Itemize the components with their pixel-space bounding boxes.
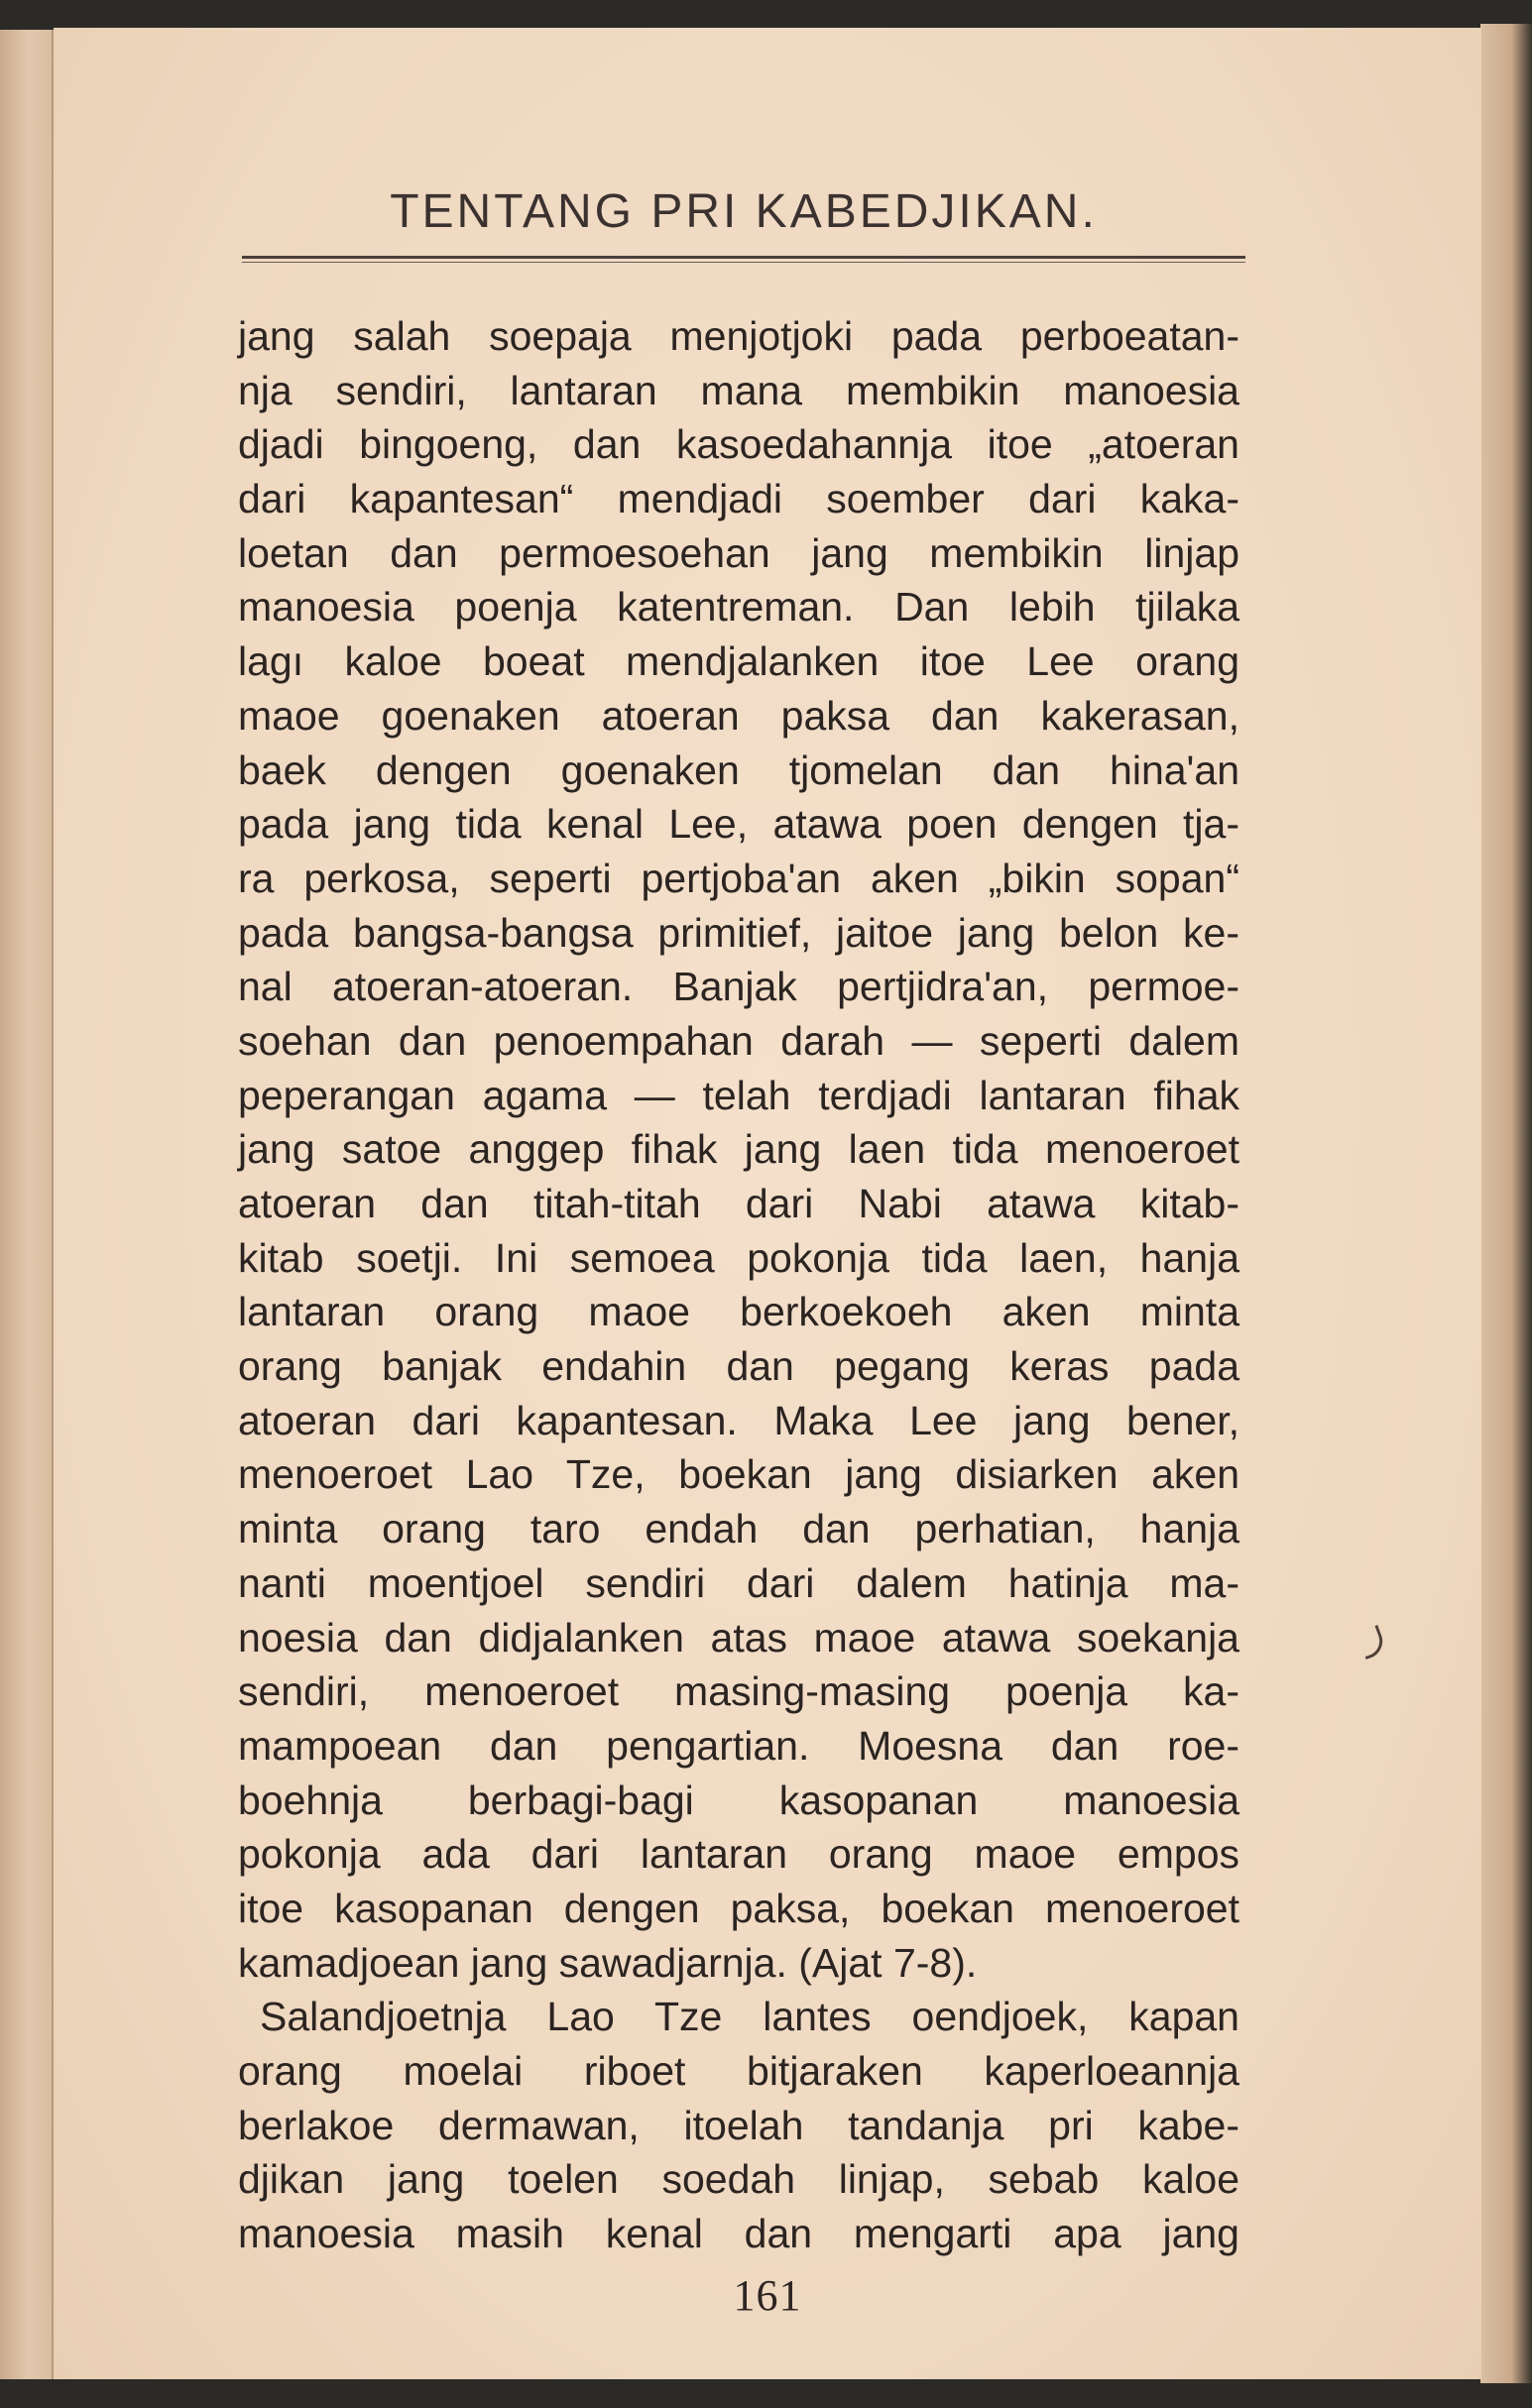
text-line: kitab soetji. Ini semoea pokonja tida laen, hanja — [238, 1234, 1239, 1281]
text-line: mampoean dan pengartian. Moesna dan roe- — [238, 1722, 1239, 1769]
text-line: loetan dan permoesoehan jang membikin linjap — [238, 529, 1239, 576]
text-line: lantaran orang maoe berkoekoeh aken minta — [238, 1289, 1239, 1335]
text-line: jang satoe anggep fihak jang laen tida menoeroet — [238, 1126, 1239, 1173]
page-sheet — [54, 28, 1481, 2379]
running-head-title: TENTANG PRI KABEDJIKAN. — [390, 185, 1098, 238]
text-line: minta orang taro endah dan perhatian, hanja — [238, 1506, 1239, 1552]
text-line: noesia dan didjalanken atas maoe atawa soekanja — [238, 1614, 1239, 1661]
text-line: pada jang tida kenal Lee, atawa poen dengen tja- — [238, 801, 1239, 848]
text-line: berlakoe dermawan, itoelah tandanja pri kabe- — [238, 2102, 1239, 2148]
text-line: atoeran dari kapantesan. Maka Lee jang bener, — [238, 1397, 1239, 1443]
page-number: 161 — [733, 2271, 802, 2320]
text-line: djikan jang toelen soedah linjap, sebab kaloe — [238, 2156, 1239, 2203]
margin-pencil-mark — [1356, 1625, 1388, 1660]
text-line: orang moelai riboet bitjaraken kaperloeannja — [238, 2048, 1239, 2094]
header-rule — [242, 256, 1245, 259]
paragraph-end-line: kamadjoean jang sawadjarnja. (Ajat 7-8). — [238, 1939, 978, 1986]
text-line: manoesia masih kenal dan mengarti apa jang — [238, 2211, 1239, 2257]
text-line: pokonja ada dari lantaran orang maoe empos — [238, 1831, 1239, 1878]
text-line: ra perkosa, seperti pertjoba'an aken „bikin sopan“ — [238, 855, 1239, 901]
text-line: lagı kaloe boeat mendjalanken itoe Lee orang — [238, 638, 1239, 685]
text-line: dari kapantesan“ mendjadi soember dari kaka- — [238, 476, 1239, 522]
text-line: orang banjak endahin dan pegang keras pada — [238, 1343, 1239, 1390]
text-line: peperangan agama — telah terdjadi lantaran fihak — [238, 1072, 1239, 1118]
text-line: manoesia poenja katentreman. Dan lebih tjilaka — [238, 584, 1239, 631]
text-line: soehan dan penoempahan darah — seperti dalem — [238, 1017, 1239, 1064]
text-line: djadi bingoeng, dan kasoedahannja itoe „atoeran — [238, 421, 1239, 468]
text-line: baek dengen goenaken tjomelan dan hina'an — [238, 746, 1239, 793]
text-line: boehnja berbagi-bagi kasopanan manoesia — [238, 1777, 1239, 1823]
text-line: nal atoeran-atoeran. Banjak pertjidra'an, permoe- — [238, 964, 1239, 1010]
previous-page-edge — [0, 30, 54, 2379]
text-line: jang salah soepaja menjotjoki pada perboeatan- — [238, 313, 1239, 359]
text-line: sendiri, menoeroet masing-masing poenja ka- — [238, 1668, 1239, 1715]
header-rule-thin — [242, 262, 1245, 263]
running-head — [242, 176, 1245, 266]
text-line: nja sendiri, lantaran mana membikin manoesia — [238, 367, 1239, 413]
paragraph-start-line: Salandjoetnja Lao Tze lantes oendjoek, kapan — [260, 1994, 1239, 2040]
text-line: nanti moentjoel sendiri dari dalem hatinja ma- — [238, 1559, 1239, 1606]
body-text — [238, 309, 1239, 2261]
text-line: pada bangsa-bangsa primitief, jaitoe jang belon ke- — [238, 909, 1239, 956]
text-line: itoe kasopanan dengen paksa, boekan menoeroet — [238, 1885, 1239, 1931]
text-line: menoeroet Lao Tze, boekan jang disiarken aken — [238, 1451, 1239, 1498]
book-fore-edge — [1480, 24, 1532, 2383]
text-line: atoeran dan titah-titah dari Nabi atawa kitab- — [238, 1181, 1239, 1226]
text-line: maoe goenaken atoeran paksa dan kakerasan, — [238, 692, 1239, 739]
